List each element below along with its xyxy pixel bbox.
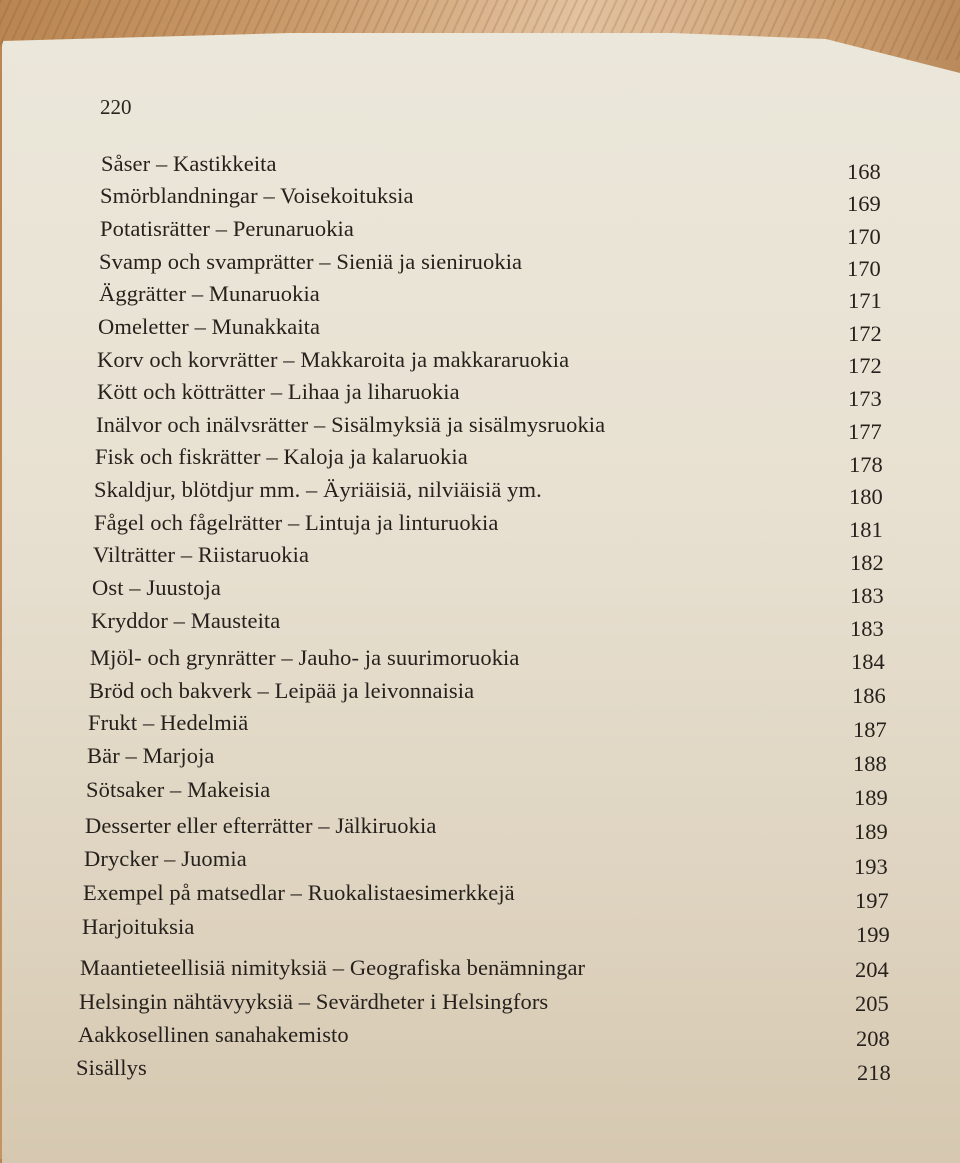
toc-entry-page-number: 188 [853,751,887,776]
toc-entry-title: Harjoituksia [82,914,195,939]
toc-entry-page-number: 177 [848,419,882,444]
toc-entry-page-number: 197 [855,888,889,913]
toc-entry-title: Bär – Marjoja [87,743,215,768]
toc-entry-page-number: 171 [848,288,882,313]
toc-entry-title: Drycker – Juomia [84,846,247,871]
toc-entry-page-number: 183 [850,616,884,641]
toc-entry-title: Fisk och fiskrätter – Kaloja ja kalaruokia [95,444,468,469]
toc-entry-page-number: 187 [853,717,887,742]
toc-entry-title: Maantieteellisiä nimityksiä – Geografiska benämningar [80,955,586,980]
toc-entry-page-number: 181 [849,517,883,542]
toc-entry-page-number: 189 [854,819,888,844]
toc-entry-title: Bröd och bakverk – Leipää ja leivonnaisia [89,678,475,703]
toc-entry-title: Aakkosellinen sanahakemisto [78,1022,349,1047]
toc-entry-title: Fågel och fågelrätter – Lintuja ja linturuokia [94,510,499,535]
toc-entry-title: Såser – Kastikkeita [101,151,277,176]
toc-entry-page-number: 172 [848,353,882,378]
toc-entry-title: Skaldjur, blötdjur mm. – Äyriäisiä, nilviäisiä ym. [94,477,542,502]
toc-entry-page-number: 204 [855,957,889,982]
toc-entry-title: Kryddor – Mausteita [91,608,281,633]
toc-entry-page-number: 170 [847,224,881,249]
toc-entry-title: Desserter eller efterrätter – Jälkiruokia [85,813,437,838]
toc-entry-page-number: 169 [847,191,881,216]
toc-entry-title: Exempel på matsedlar – Ruokalistaesimerkkejä [83,880,515,905]
toc-entry-title: Svamp och svamprätter – Sieniä ja sieniruokia [99,249,523,274]
toc-entry-page-number: 189 [854,785,888,810]
toc-entry-title: Korv och korvrätter – Makkaroita ja makkararuokia [97,347,570,372]
toc-entry-title: Inälvor och inälvsrätter – Sisälmyksiä ja sisälmysruokia [96,412,606,437]
toc-entry-page-number: 199 [856,922,890,947]
toc-entry-page-number: 172 [848,321,882,346]
toc-entry-title: Kött och kötträtter – Lihaa ja liharuokia [97,379,460,404]
toc-entry-page-number: 168 [847,159,881,184]
toc-entry-page-number: 184 [851,649,885,674]
toc-entry-page-number: 193 [854,854,888,879]
toc-entry-page-number: 183 [850,583,884,608]
toc-entry-title: Sötsaker – Makeisia [86,777,271,802]
toc-entry-page-number: 205 [855,991,889,1016]
toc-entry-title: Sisällys [76,1055,147,1080]
toc-entry-title: Mjöl- och grynrätter – Jauho- ja suurimoruokia [90,645,520,670]
toc-entry-page-number: 218 [857,1060,891,1085]
toc-entry-page-number: 178 [849,452,883,477]
toc-entry-title: Äggrätter – Munaruokia [99,281,320,306]
toc-entry-title: Vilträtter – Riistaruokia [93,542,310,567]
toc-entry-page-number: 208 [856,1026,890,1051]
toc-entry-page-number: 182 [850,550,884,575]
page-number: 220 [100,95,132,119]
toc-entry-title: Frukt – Hedelmiä [88,710,249,735]
toc-entry-title: Smörblandningar – Voisekoituksia [100,183,414,208]
toc-entry-page-number: 173 [848,386,882,411]
toc-entry-title: Omeletter – Munakkaita [98,314,321,339]
toc-entry-page-number: 186 [852,683,886,708]
toc-entry-title: Ost – Juustoja [92,575,221,600]
toc-entry-page-number: 180 [849,484,883,509]
toc-entry-title: Helsingin nähtävyyksiä – Sevärdheter i Helsingfors [79,989,549,1014]
toc-entry-title: Potatisrätter – Perunaruokia [100,216,354,241]
toc-entry-page-number: 170 [847,256,881,281]
